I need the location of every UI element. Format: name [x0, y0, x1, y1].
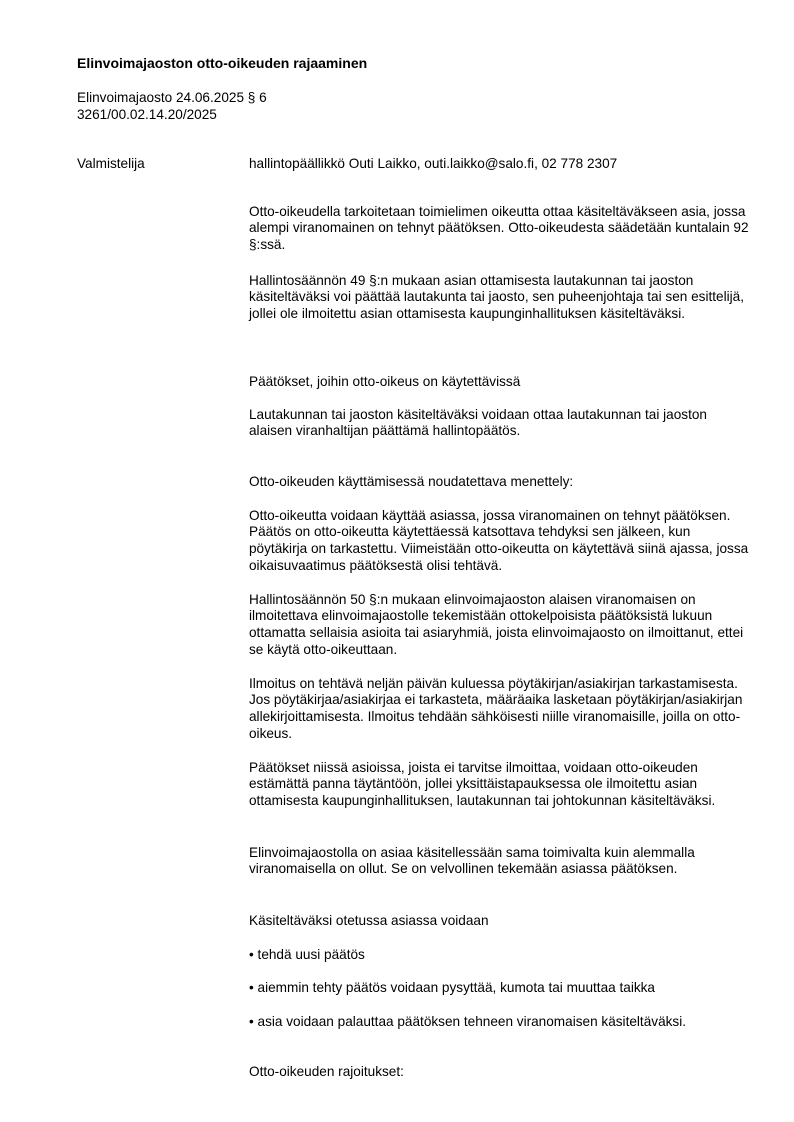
bullet-uphold-revoke: • aiemmin tehty päätös voidaan pysyttää, kumota tai muuttaa taikka	[249, 979, 655, 995]
paragraph-rules-50: Hallintosäännön 50 §:n mukaan elinvoimajaoston alaisen viranomaisen on ilmoitettava elinvoimajaostolle tekemistään ottokelpoisista päätöksistä lukuun ottamatta sellaisia asioita tai asiaryhmiä, joista elinvoimajaosto on ilmoittanut, ettei se käytä otto-oikeuttaan.	[249, 591, 744, 657]
bullet-return: • asia voidaan palauttaa päätöksen tehneen viranomaisen käsiteltäväksi.	[249, 1013, 687, 1029]
paragraph-authority: Elinvoimajaostolla on asiaa käsitellessään sama toimivalta kuin alemmalla viranomaisella on ollut. Se on velvollinen tekemään asiassa päätöksen.	[249, 844, 695, 877]
heading-decisions: Päätökset, joihin otto-oikeus on käytettävissä	[249, 373, 521, 389]
paragraph-procedure: Otto-oikeutta voidaan käyttää asiassa, jossa viranomainen on tehnyt päätöksen. Päätös on otto-oikeutta käytettäessä katsottava tehdyksi sen jälkeen, kun pöytäkirja on tarkastettu. Viimeistään otto-oikeutta on käytettävä siinä ajassa, jossa oikaisuvaatimus päätöksestä olisi tehtävä.	[249, 507, 749, 573]
heading-options: Käsiteltäväksi otetussa asiassa voidaan	[249, 912, 489, 928]
document-title: Elinvoimajaoston otto-oikeuden rajaaminen	[77, 55, 368, 71]
preparer-value: hallintopäällikkö Outi Laikko, outi.laikko@salo.fi, 02 778 2307	[249, 156, 618, 171]
heading-restrictions: Otto-oikeuden rajoitukset:	[249, 1063, 404, 1079]
heading-procedure: Otto-oikeuden käyttämisessä noudatettava menettely:	[249, 473, 574, 489]
preparer-label: Valmistelija	[77, 156, 145, 171]
bullet-new-decision: • tehdä uusi päätös	[249, 946, 365, 962]
paragraph-decisions: Lautakunnan tai jaoston käsiteltäväksi voidaan ottaa lautakunnan tai jaoston alaisen viranhaltijan päättämä hallintopäätös.	[249, 406, 707, 439]
meeting-reference: Elinvoimajaosto 24.06.2025 § 6	[77, 90, 267, 105]
paragraph-rules-49: Hallintosäännön 49 §:n mukaan asian ottamisesta lautakunnan tai jaoston käsiteltäväksi voi päättää lautakunta tai jaosto, sen puheenjohtaja tai sen esittelijä, jollei ole ilmoitettu asian ottamisesta kaupunginhallituksen käsiteltäväksi.	[249, 272, 744, 322]
paragraph-notification: Ilmoitus on tehtävä neljän päivän kuluessa pöytäkirjan/asiakirjan tarkastamisesta. Jos pöytäkirjaa/asiakirjaa ei tarkasteta, määräaika lasketaan pöytäkirjan/asiakirjan allekirjoittamisesta. Ilmoitus tehdään sähköisesti niille viranomaisille, joilla on otto-oikeus.	[249, 675, 743, 741]
record-id: 3261/00.02.14.20/2025	[77, 106, 217, 122]
paragraph-definition: Otto-oikeudella tarkoitetaan toimielimen oikeutta ottaa käsiteltäväkseen asia, jossa alempi viranomainen on tehnyt päätöksen. Otto-oikeudesta säädetään kuntalain 92 §:ssä.	[249, 203, 749, 253]
document-meta	[77, 90, 267, 123]
paragraph-enforcement: Päätökset niissä asioissa, joista ei tarvitse ilmoittaa, voidaan otto-oikeuden estämättä panna täytäntöön, jollei yksittäistapauksessa ole ilmoitettu asian ottamisesta kaupunginhallituksen, lautakunnan tai johtokunnan käsiteltäväksi.	[249, 759, 716, 809]
